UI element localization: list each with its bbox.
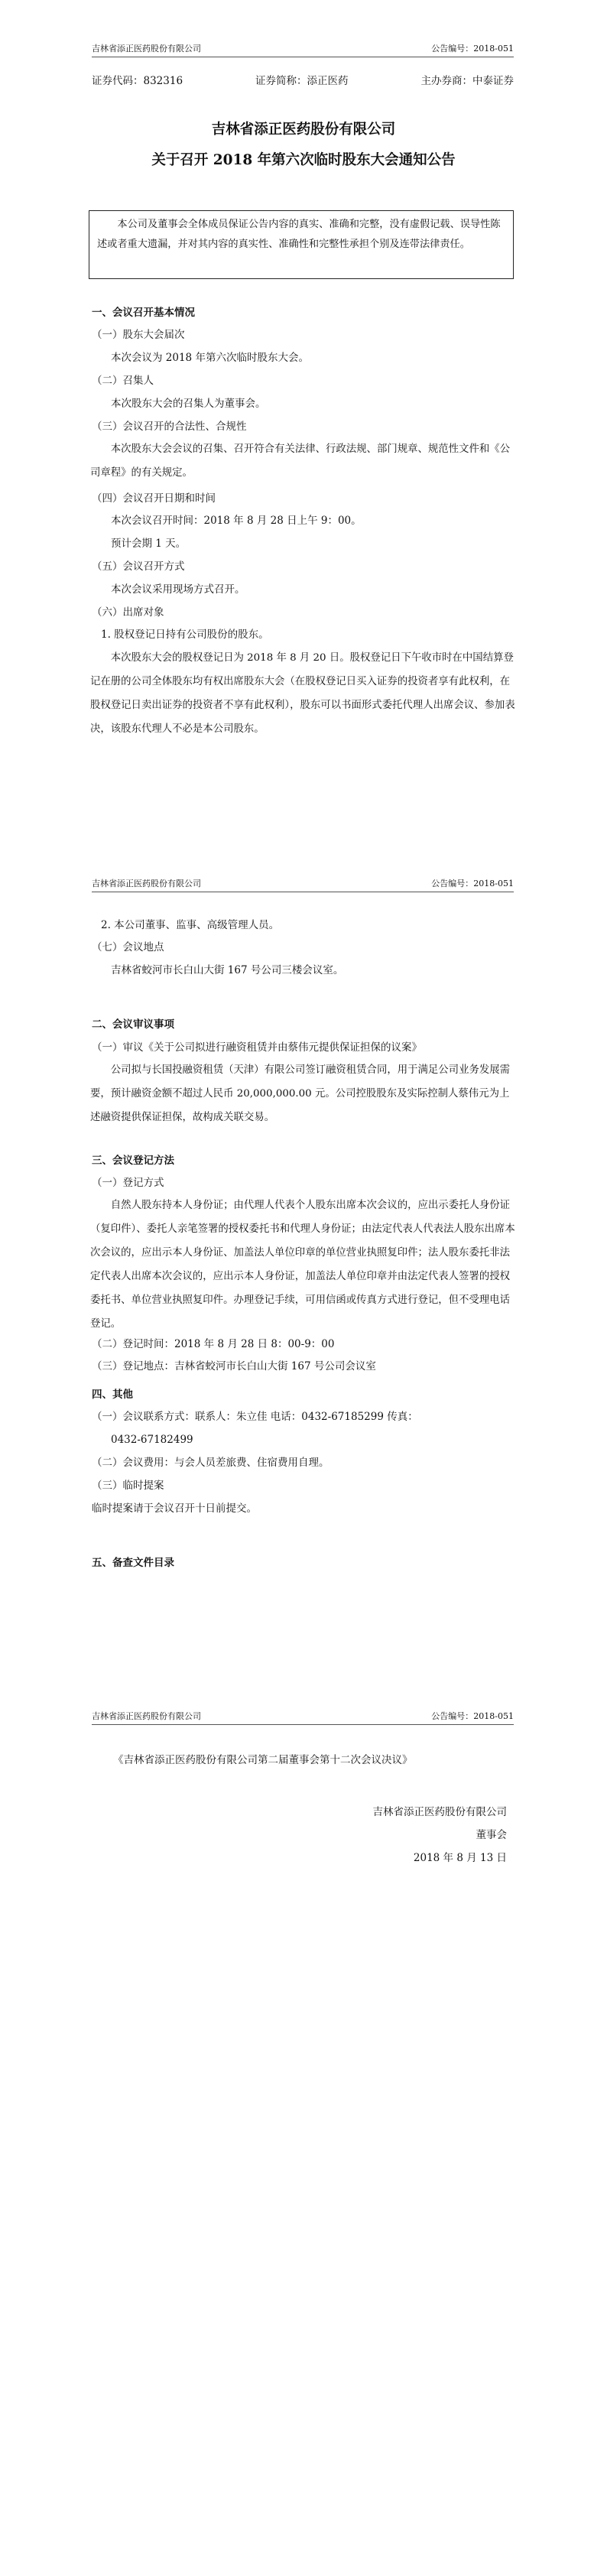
s4-1-line2: 0432-67182499	[111, 1434, 193, 1446]
s5-doc: 《吉林省添正医药股份有限公司第二届董事会第十二次会议决议》	[113, 1754, 413, 1766]
s1-7-text: 吉林省蛟河市长白山大街 167 号公司三楼会议室。	[111, 964, 344, 976]
s3-1-text: 自然人股东持本人身份证；由代理人代表个人股东出席本次会议的，应出示委托人身份证（复印件）、委托人亲笔签署的授权委托书和代理人身份证；由法定代表人代表法人股东出席本次会议的，应出示本人身份证、加盖法人单位印章的单位营业执照复印件；法人股东委托非法定代表人出席本次会议的，应出示本人身份证，加盖法人单位印章并由法定代表人签署的授权委托书、单位营业执照复印件。办理登记手续，可用信函或传真方式进行登记，但不受理电话登记。	[90, 1200, 515, 1330]
broker: 主办券商：中泰证券	[420, 75, 514, 87]
s1-4-text1: 本次会议召开时间：2018 年 8 月 28 日上午 9：00。	[111, 515, 362, 527]
s1-2-title: （二）召集人	[92, 375, 154, 387]
s1-6-title: （六）出席对象	[92, 606, 164, 619]
s1-2-text: 本次股东大会的召集人为董事会。	[111, 398, 266, 410]
s1-3-text: 本次股东大会会议的召集、召开符合有关法律、行政法规、部门规章、规范性文件和《公司章程》的有关规定。	[90, 443, 511, 479]
signature-board: 董事会	[476, 1829, 507, 1841]
s1-3-title: （三）会议召开的合法性、合规性	[92, 421, 247, 433]
signature-company: 吉林省添正医药股份有限公司	[372, 1806, 507, 1818]
header-company: 吉林省添正医药股份有限公司	[92, 44, 201, 54]
header-notice-no: 公告编号：2018-051	[431, 879, 514, 888]
security-info	[92, 73, 514, 89]
section3-heading: 三、会议登记方法	[92, 1155, 174, 1167]
s1-4-text2: 预计会期 1 天。	[111, 538, 187, 550]
header-notice-no: 公告编号：2018-051	[431, 1711, 514, 1721]
s3-1-title: （一）登记方式	[92, 1177, 164, 1189]
header-notice-no: 公告编号：2018-051	[431, 44, 514, 54]
s3-3: （三）登记地点：吉林省蛟河市长白山大街 167 号公司会议室	[92, 1360, 376, 1372]
s3-2: （二）登记时间：2018 年 8 月 28 日 8：00-9：00	[92, 1338, 335, 1350]
s1-5-title: （五）会议召开方式	[92, 560, 185, 573]
stock-abbr: 证券简称：添正医药	[255, 75, 349, 87]
section2-heading: 二、会议审议事项	[92, 1018, 174, 1031]
s4-3-text: 临时提案请于会议召开十日前提交。	[92, 1502, 257, 1515]
title-company: 吉林省添正医药股份有限公司	[211, 122, 396, 138]
signature-date: 2018 年 8 月 13 日	[413, 1852, 507, 1864]
page-header	[92, 1710, 514, 1725]
s1-1-text: 本次会议为 2018 年第六次临时股东大会。	[111, 352, 309, 364]
s1-1-title: （一）股东大会届次	[92, 329, 185, 341]
header-company: 吉林省添正医药股份有限公司	[92, 1711, 201, 1721]
s2-item-text: 公司拟与长国投融资租赁（天津）有限公司签订融资租赁合同，用于满足公司业务发展需要，预计融资金额不超过人民币 20,000,000.00 元。公司控股股东及实际控制人蔡伟元为上述融资提供保证担保，故构成关联交易。	[90, 1064, 511, 1123]
s4-2: （二）会议费用：与会人员差旅费、住宿费用自理。	[92, 1457, 329, 1469]
statement-box: 本公司及董事会全体成员保证公告内容的真实、准确和完整，没有虚假记载、误导性陈述或者重大遗漏，并对其内容的真实性、准确性和完整性承担个别及连带法律责任。	[89, 210, 514, 279]
s4-3: （三）临时提案	[92, 1480, 164, 1492]
s1-7-title: （七）会议地点	[92, 941, 164, 953]
s1-6-item1: 1. 股权登记日持有公司股份的股东。	[101, 629, 269, 641]
title-notice: 关于召开 2018 年第六次临时股东大会通知公告	[151, 152, 456, 168]
header-company: 吉林省添正医药股份有限公司	[92, 879, 201, 888]
s4-1-line1: （一）会议联系方式：联系人：朱立佳 电话：0432-67185299 传真：	[92, 1411, 418, 1423]
s1-6-item2: 2. 本公司董事、监事、高级管理人员。	[101, 919, 280, 931]
page-header	[92, 878, 514, 892]
s2-item-title: （一）审议《关于公司拟进行融资租赁并由蔡伟元提供保证担保的议案》	[92, 1041, 422, 1054]
s1-4-title: （四）会议召开日期和时间	[92, 492, 216, 505]
s1-6-text: 本次股东大会的股权登记日为 2018 年 8 月 20 日。股权登记日下午收市时在中国结算登记在册的公司全体股东均有权出席股东大会（在股权登记日买入证券的投资者享有此权利，在股权登记日卖出证券的投资者不享有此权利），股东可以书面形式委托代理人出席会议、参加表决，该股东代理人不必是本公司股东。	[90, 652, 515, 735]
page-header	[92, 43, 514, 57]
section5-heading: 五、备查文件目录	[92, 1557, 174, 1569]
s1-5-text: 本次会议采用现场方式召开。	[111, 583, 245, 596]
section4-heading: 四、其他	[92, 1389, 133, 1401]
section1-heading: 一、会议召开基本情况	[92, 307, 195, 319]
stock-code: 证券代码：832316	[92, 75, 183, 87]
